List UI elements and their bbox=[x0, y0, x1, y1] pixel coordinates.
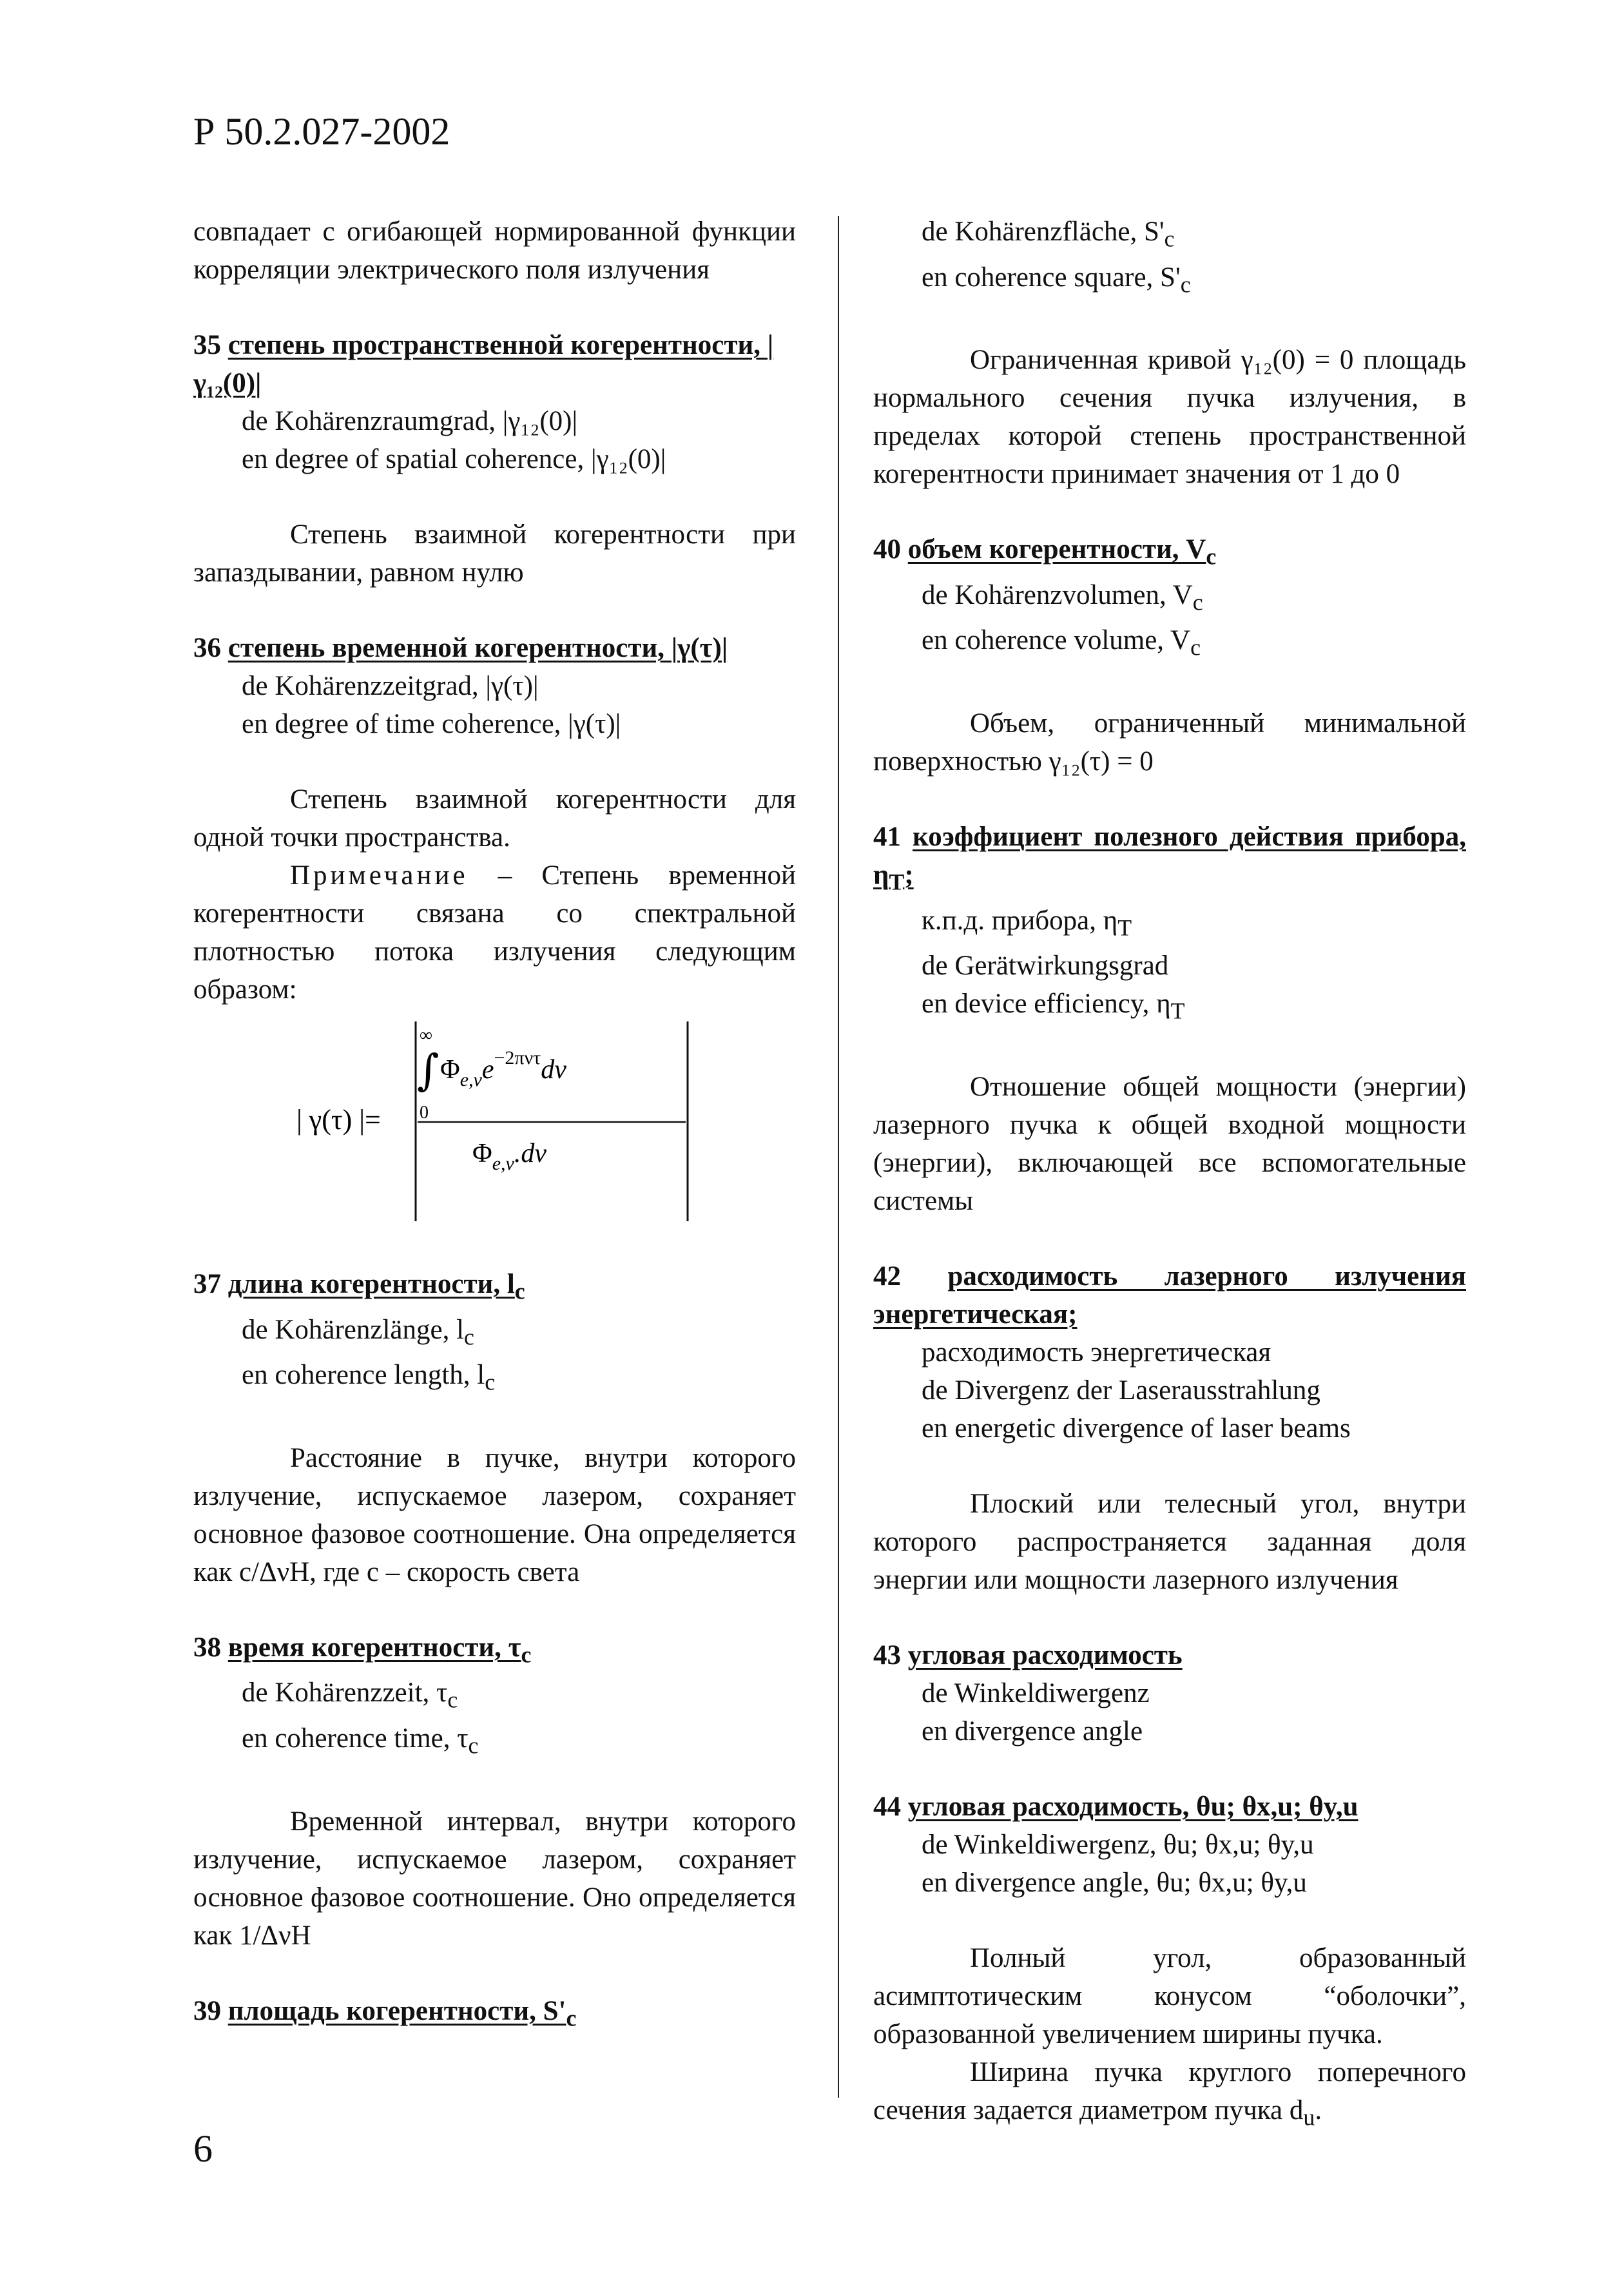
term-36-note: Примечание – Степень временной когерентности связана со спектральной плотностью потока излучения следующим образом: bbox=[193, 860, 796, 1005]
term-38-heading: 38 время когерентности, $\tau_c$ bbox=[193, 1632, 532, 1668]
term-36-en: en degree of time coherence, |γ(τ)| bbox=[242, 709, 621, 739]
integral-upper-limit: ∞ bbox=[420, 1025, 432, 1045]
formula-lhs: | γ(τ) |= bbox=[296, 1104, 381, 1136]
term-37-heading: 37 длина когерентности, $l_c$ bbox=[193, 1269, 525, 1304]
term-43-de: de Winkeldiwergenz bbox=[922, 1678, 1150, 1708]
term-35-title: степень пространственной когерентности, |γ₁₂(0)| bbox=[193, 330, 774, 398]
term-44-title: угловая расходимость, θu; θx,u; θy,u bbox=[907, 1791, 1358, 1822]
term-36-definition: Степень взаимной когерентности для одной точки пространства. bbox=[193, 784, 796, 853]
term-44-en: en divergence angle, θu; θx,u; θy,u bbox=[922, 1867, 1307, 1898]
term-42-ru: расходимость энергетическая bbox=[922, 1337, 1271, 1368]
term-44-heading: 44 угловая расходимость, θu; θx,u; θy,u bbox=[873, 1791, 1358, 1822]
left-column bbox=[193, 213, 796, 2037]
formula-numerator: $\Phi_{e,\nu}e^{-2\pi\nu\tau}d\nu$ bbox=[440, 1047, 566, 1090]
column-divider bbox=[838, 216, 839, 2098]
term-35-definition: Степень взаимной когерентности при запаздывании, равном нулю bbox=[193, 519, 796, 588]
term-35-en: en degree of spatial coherence, |γ₁₂(0)| bbox=[242, 444, 666, 474]
right-column bbox=[873, 213, 1466, 2136]
term-42-en: en energetic divergence of laser beams bbox=[922, 1413, 1351, 1444]
integral-lower-limit: 0 bbox=[420, 1103, 429, 1123]
term-38-title: время когерентности, $\tau_c$ bbox=[227, 1632, 532, 1668]
term-41-en: en device efficiency, $\eta_T$ bbox=[922, 989, 1185, 1024]
term-42-title: расходимость лазерного излучения энергетическая; bbox=[873, 1261, 1467, 1330]
document-number: Р 50.2.027-2002 bbox=[193, 110, 450, 153]
term-37-definition: Расстояние в пучке, внутри которого излучение, испускаемое лазером, сохраняет основное фазовое соотношение. Она определяется как c/ΔνH, где c – скорость света bbox=[193, 1442, 796, 1587]
term-40-definition: Объем, ограниченный минимальной поверхностью γ₁₂(τ) = 0 bbox=[873, 708, 1466, 777]
term-42-de: de Divergenz der Laserausstrahlung bbox=[922, 1375, 1320, 1406]
term-43-en: en divergence angle bbox=[922, 1716, 1143, 1746]
term-42-definition: Плоский или телесный угол, внутри которого распространяется заданная доля энергии или мощности лазерного излучения bbox=[873, 1488, 1466, 1595]
term-36-de: de Kohärenzzeitgrad, |γ(τ)| bbox=[242, 671, 539, 701]
term-37-en: en coherence length, $l_c$ bbox=[242, 1360, 496, 1395]
term-39-definition: Ограниченная кривой γ₁₂(0) = 0 площадь нормального сечения пучка излучения, в пределах которой степень пространственной когерентности принимает значения от 1 до 0 bbox=[873, 345, 1466, 490]
term-35-heading: 35 степень пространственной когерентности, |γ₁₂(0)| bbox=[193, 330, 774, 398]
term-41-title: коэффициент полезного действия прибора, $\eta_T$; bbox=[873, 821, 1466, 895]
term-40-en: en coherence volume, $V_c$ bbox=[922, 625, 1201, 661]
formula-denominator: $\Phi_{e,\nu}.d\nu$ bbox=[472, 1139, 546, 1174]
continued-definition: совпадает с огибающей нормированной функции корреляции электрического поля излучения bbox=[193, 217, 796, 285]
term-39-heading: 39 площадь когерентности, $S'_c$ bbox=[193, 1995, 577, 2031]
term-36-heading: 36 степень временной когерентности, |γ(τ)| bbox=[193, 633, 728, 663]
note-label: Примечание bbox=[290, 860, 469, 891]
term-38-de: de Kohärenzzeit, $\tau_c$ bbox=[242, 1678, 458, 1713]
term-44-definition-1: Полный угол, образованный асимптотическим конусом “оболочки”, образованной увеличением ширины пучка. bbox=[873, 1942, 1466, 2049]
term-42-heading: 42 расходимость лазерного излучения энергетическая; bbox=[873, 1261, 1467, 1330]
term-41-ru: к.п.д. прибора, $\eta_T$ bbox=[922, 905, 1132, 941]
term-35-de: de Kohärenzraumgrad, |γ₁₂(0)| bbox=[242, 406, 578, 436]
page-number: 6 bbox=[193, 2127, 213, 2170]
term-41-de: de Gerätwirkungsgrad bbox=[922, 951, 1169, 982]
term-43-title: угловая расходимость bbox=[907, 1639, 1183, 1670]
term-41-definition: Отношение общей мощности (энергии) лазерного пучка к общей входной мощности (энергии), включающей все вспомогательные системы bbox=[873, 1071, 1466, 1216]
term-38-en: en coherence time, $\tau_c$ bbox=[242, 1723, 479, 1759]
term-39-en: en coherence square, $S'_c$ bbox=[922, 262, 1191, 298]
term-36-title: степень временной когерентности, |γ(τ)| bbox=[227, 633, 728, 663]
term-43-heading: 43 угловая расходимость bbox=[873, 1639, 1183, 1670]
term-44-definition-2: Ширина пучка круглого поперечного сечения задается диаметром пучка $d_u$. bbox=[873, 2056, 1466, 2131]
term-37-de: de Kohärenzlänge, $l_c$ bbox=[242, 1314, 474, 1350]
integral-sign: ∫ bbox=[417, 1045, 440, 1095]
term-44-de: de Winkeldiwergenz, θu; θx,u; θy,u bbox=[922, 1829, 1314, 1860]
term-40-title: объем когерентности, $V_c$ bbox=[907, 534, 1217, 570]
term-37-title: длина когерентности, $l_c$ bbox=[227, 1269, 525, 1304]
coherence-formula bbox=[293, 1015, 719, 1228]
term-39-de: de Kohärenzfläche, $S'_c$ bbox=[922, 217, 1175, 252]
term-40-heading: 40 объем когерентности, $V_c$ bbox=[873, 534, 1217, 570]
term-40-de: de Kohärenzvolumen, $V_c$ bbox=[922, 579, 1203, 615]
term-41-heading: 41 коэффициент полезного действия прибора, $\eta_T$; bbox=[873, 821, 1466, 895]
term-39-title: площадь когерентности, $S'_c$ bbox=[227, 1995, 577, 2031]
term-38-definition: Временной интервал, внутри которого излучение, испускаемое лазером, сохраняет основное фазовое соотношение. Оно определяется как 1/ΔνH bbox=[193, 1806, 796, 1951]
